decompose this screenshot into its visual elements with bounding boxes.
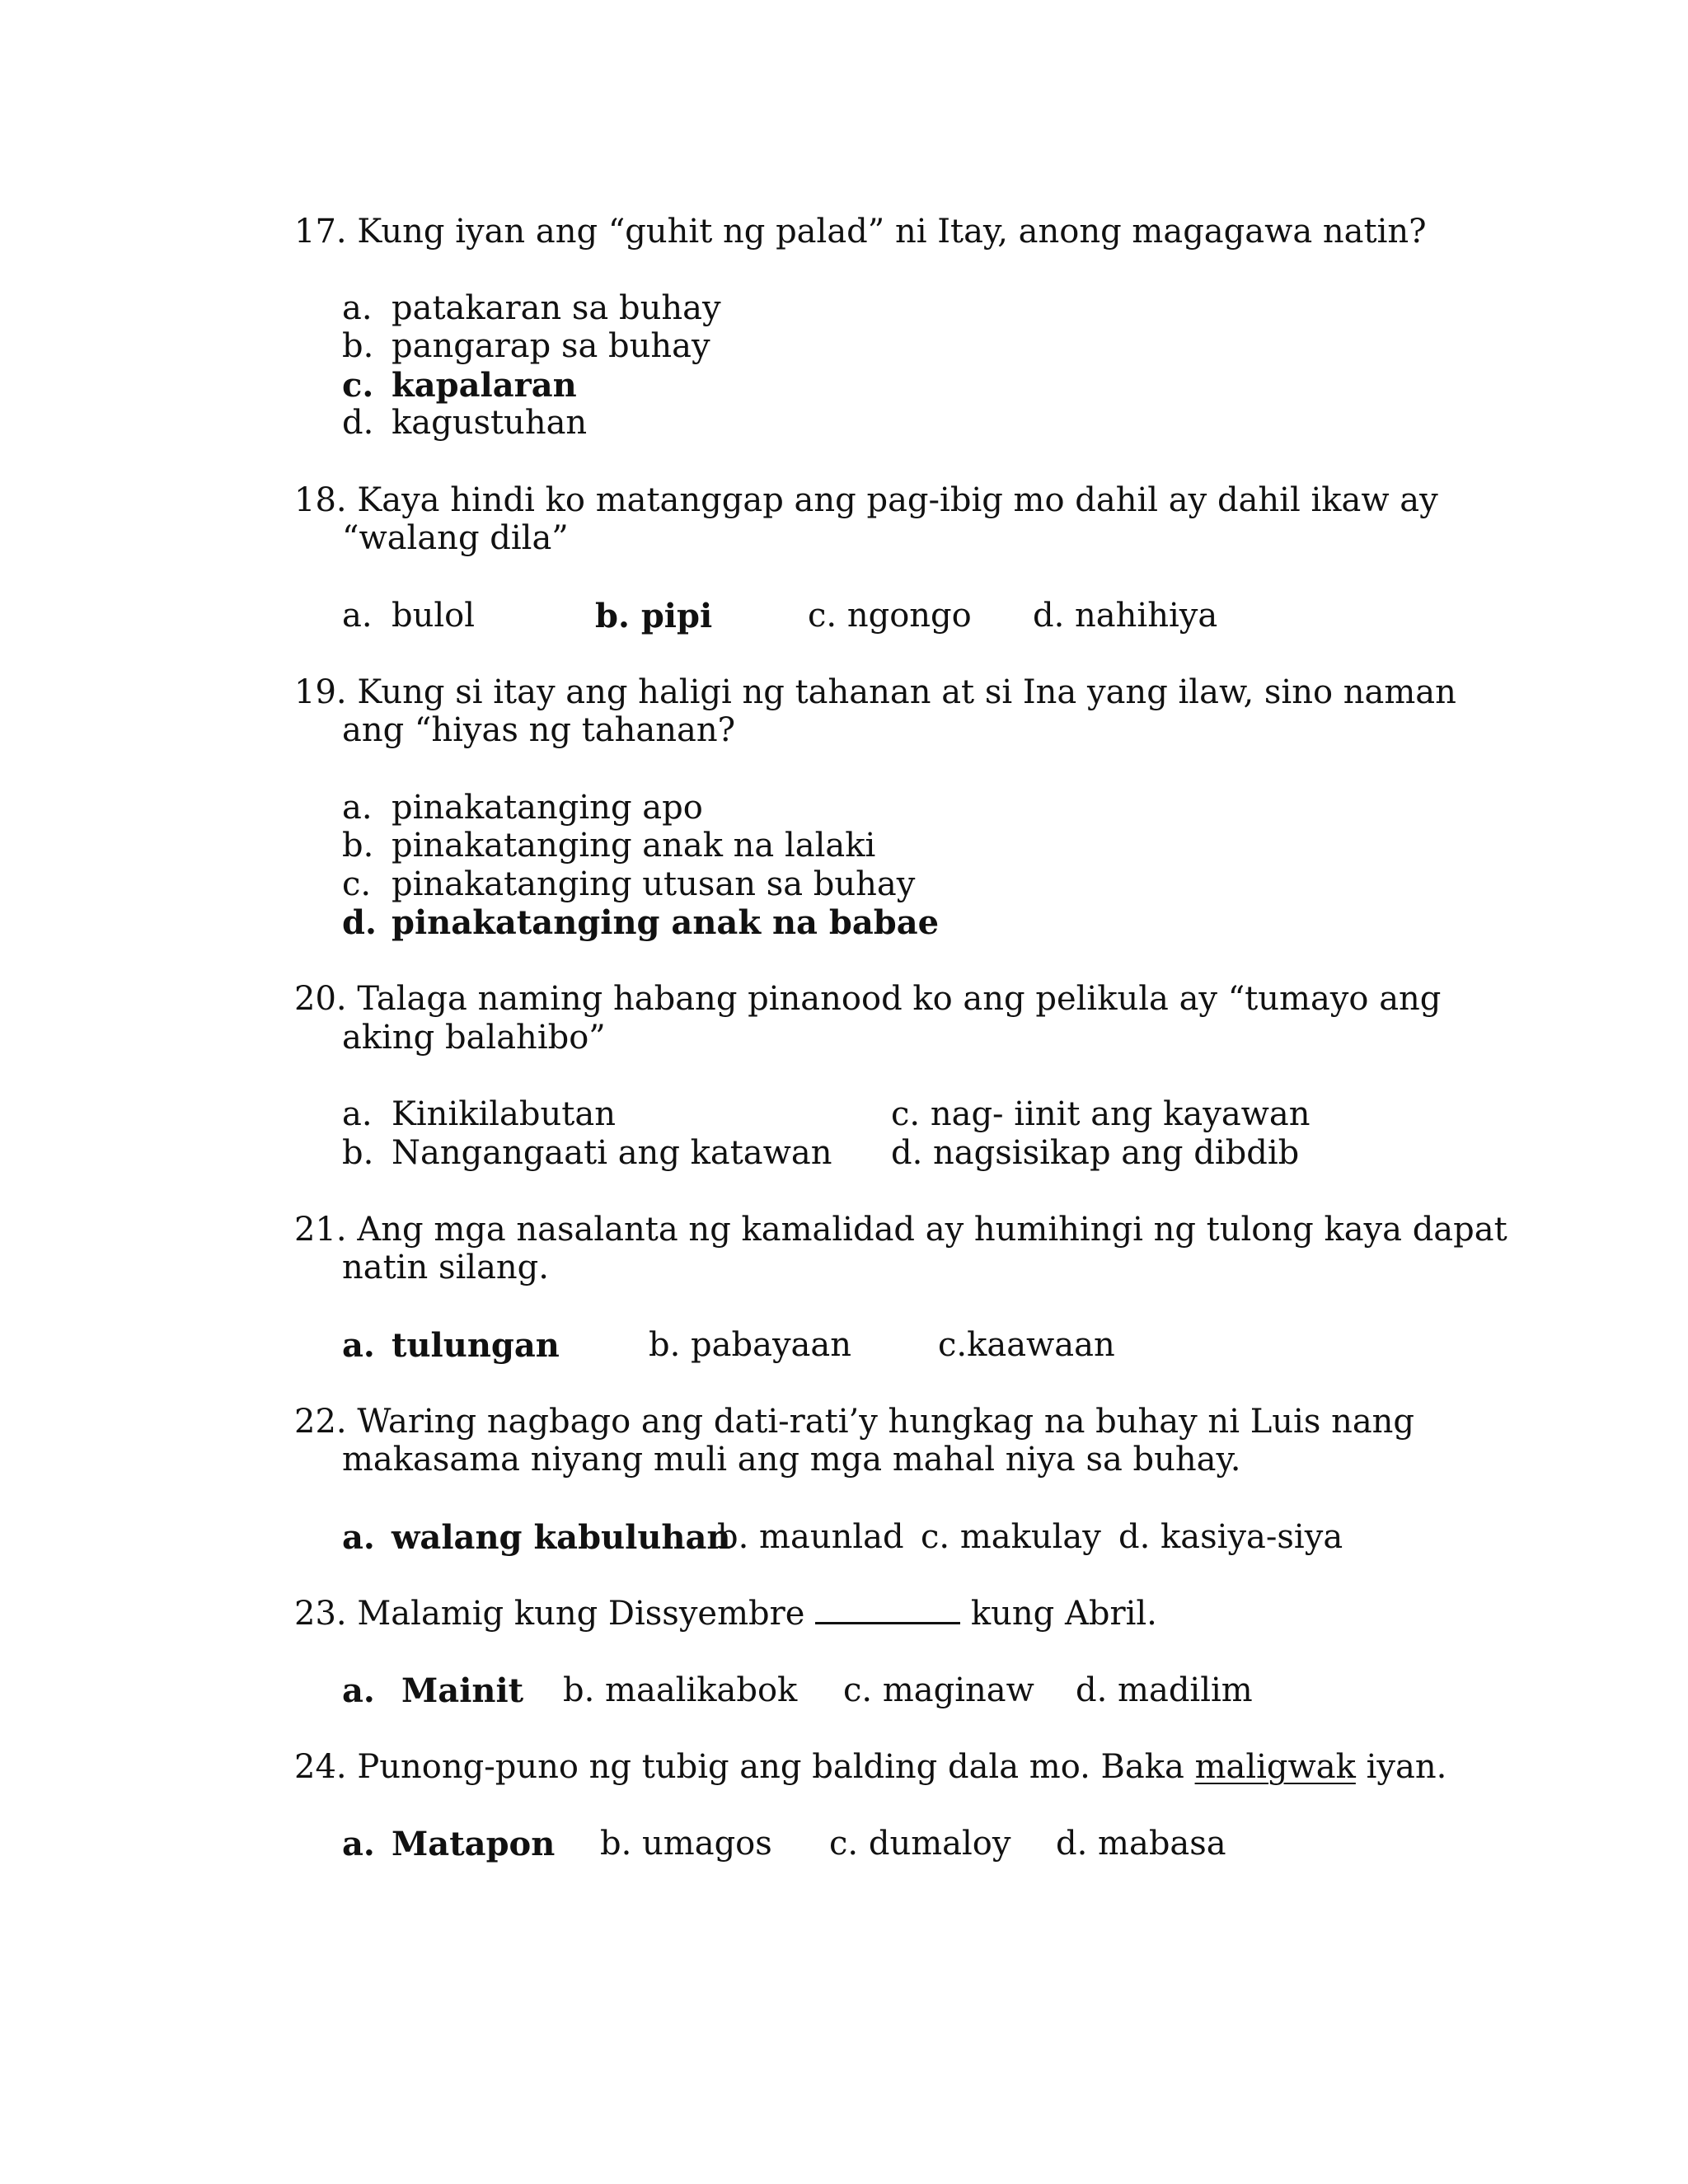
choice-20d: d. nagsisikap ang dibdib bbox=[891, 1134, 1300, 1172]
question-22 bbox=[294, 1403, 1414, 1441]
question-text: Kaya hindi ko matanggap ang pag-ibig mo dahil ay dahil ikaw ay bbox=[357, 481, 1438, 519]
question-number: 21. bbox=[294, 1211, 347, 1249]
choice-letter: a. bbox=[342, 1825, 375, 1863]
question-text: Ang mga nasalanta ng kamalidad ay humihingi ng tulong kaya dapat bbox=[357, 1211, 1507, 1249]
choice-letter: c. bbox=[342, 865, 372, 903]
question-text: Kung si itay ang haligi ng tahanan at si Ina yang ilaw, sino naman bbox=[357, 673, 1456, 711]
choice-letter: a. bbox=[342, 789, 373, 827]
choice-24a-correct bbox=[342, 1825, 555, 1863]
choice-17c-correct bbox=[342, 366, 577, 405]
question-18-cont: “walang dila” bbox=[342, 519, 569, 557]
choice-20a bbox=[342, 1095, 616, 1134]
choice-18a bbox=[342, 597, 475, 635]
choice-text: pinakatanging anak na lalaki bbox=[392, 827, 876, 865]
choice-17a bbox=[342, 289, 721, 328]
choice-21a-correct bbox=[342, 1326, 560, 1365]
choice-letter: a. bbox=[342, 597, 373, 635]
choice-letter: a. bbox=[342, 289, 373, 327]
choice-text: kagustuhan bbox=[392, 404, 588, 442]
choice-20b bbox=[342, 1134, 832, 1173]
choice-text: walang kabuluhan bbox=[392, 1518, 731, 1557]
choice-19d-correct bbox=[342, 903, 939, 942]
question-number: 24. bbox=[294, 1748, 347, 1786]
choice-letter: a. bbox=[342, 1326, 375, 1365]
question-number: 23. bbox=[294, 1595, 347, 1633]
choice-24b: b. umagos bbox=[600, 1825, 772, 1863]
choice-letter: d. bbox=[342, 404, 374, 442]
question-19-cont: ang “hiyas ng tahanan? bbox=[342, 711, 736, 749]
choice-22c: c. makulay bbox=[921, 1518, 1101, 1556]
choice-letter: b. bbox=[342, 327, 374, 365]
choice-23b: b. maalikabok bbox=[563, 1671, 798, 1709]
question-number: 19. bbox=[294, 673, 347, 711]
choice-18c: c. ngongo bbox=[808, 597, 972, 635]
choice-text: Matapon bbox=[392, 1825, 556, 1863]
choice-text: kapalaran bbox=[392, 366, 577, 405]
choice-22d: d. kasiya-siya bbox=[1118, 1518, 1343, 1556]
question-text: Punong-puno ng tubig ang balding dala mo. Baka bbox=[357, 1748, 1184, 1786]
choice-17b bbox=[342, 327, 710, 366]
choice-17d bbox=[342, 404, 587, 443]
question-text: Malamig kung Dissyembre bbox=[357, 1595, 805, 1633]
choice-18d: d. nahihiya bbox=[1033, 597, 1218, 635]
choice-text: bulol bbox=[392, 597, 476, 635]
choice-19b bbox=[342, 827, 875, 865]
choice-22b: b. maunlad bbox=[717, 1518, 904, 1556]
choice-letter: a. bbox=[342, 1518, 375, 1557]
question-21-cont: natin silang. bbox=[342, 1249, 549, 1286]
choice-19c bbox=[342, 865, 915, 904]
choice-24d: d. mabasa bbox=[1056, 1825, 1226, 1863]
choice-23a-correct bbox=[342, 1671, 523, 1710]
question-24 bbox=[294, 1748, 1447, 1787]
question-number: 22. bbox=[294, 1403, 347, 1441]
choice-text: patakaran sa buhay bbox=[392, 289, 721, 327]
choice-23c: c. maginaw bbox=[843, 1671, 1034, 1709]
question-text: Talaga naming habang pinanood ko ang pelikula ay “tumayo ang bbox=[357, 980, 1442, 1018]
choice-text: Mainit bbox=[401, 1671, 524, 1710]
question-17 bbox=[294, 213, 1427, 251]
question-number: 17. bbox=[294, 213, 347, 251]
question-text: Kung iyan ang “guhit ng palad” ni Itay, anong magagawa natin? bbox=[357, 213, 1427, 251]
choice-text: pinakatanging utusan sa buhay bbox=[392, 865, 916, 903]
choice-21c: c.kaawaan bbox=[938, 1326, 1115, 1364]
question-number: 18. bbox=[294, 481, 347, 519]
choice-text: pangarap sa buhay bbox=[392, 327, 710, 365]
choice-text: tulungan bbox=[392, 1326, 560, 1365]
choice-19a bbox=[342, 789, 703, 827]
choice-text: pinakatanging apo bbox=[392, 789, 703, 827]
choice-22a-correct bbox=[342, 1518, 730, 1557]
choice-letter: b. bbox=[342, 1134, 374, 1172]
question-text-after: iyan. bbox=[1366, 1748, 1447, 1786]
question-20-cont: aking balahibo” bbox=[342, 1019, 606, 1057]
question-text: Waring nagbago ang dati-rati’y hungkag na buhay ni Luis nang bbox=[357, 1403, 1415, 1441]
choice-letter: b. bbox=[342, 827, 374, 865]
choice-18b-correct: b. pipi bbox=[595, 597, 713, 635]
question-text-after: kung Abril. bbox=[970, 1595, 1157, 1633]
question-number: 20. bbox=[294, 980, 347, 1018]
question-20 bbox=[294, 980, 1441, 1019]
choice-text: pinakatanging anak na babae bbox=[392, 903, 940, 942]
question-21 bbox=[294, 1211, 1507, 1249]
question-23 bbox=[294, 1595, 1157, 1633]
question-18 bbox=[294, 481, 1438, 520]
question-19 bbox=[294, 673, 1456, 712]
choice-text: Kinikilabutan bbox=[392, 1095, 616, 1133]
choice-letter: a. bbox=[342, 1671, 375, 1710]
question-22-cont: makasama niyang muli ang mga mahal niya sa buhay. bbox=[342, 1441, 1241, 1479]
choice-21b: b. pabayaan bbox=[649, 1326, 851, 1364]
choice-letter: a. bbox=[342, 1095, 373, 1133]
choice-letter: c. bbox=[342, 366, 374, 405]
choice-23d: d. madilim bbox=[1076, 1671, 1253, 1709]
choice-20c: c. nag- iinit ang kayawan bbox=[891, 1095, 1311, 1133]
answer-blank bbox=[815, 1596, 960, 1624]
choice-24c: c. dumaloy bbox=[829, 1825, 1011, 1863]
underlined-word: maligwak bbox=[1194, 1748, 1356, 1786]
choice-text: Nangangaati ang katawan bbox=[392, 1134, 832, 1172]
choice-letter: d. bbox=[342, 903, 377, 942]
